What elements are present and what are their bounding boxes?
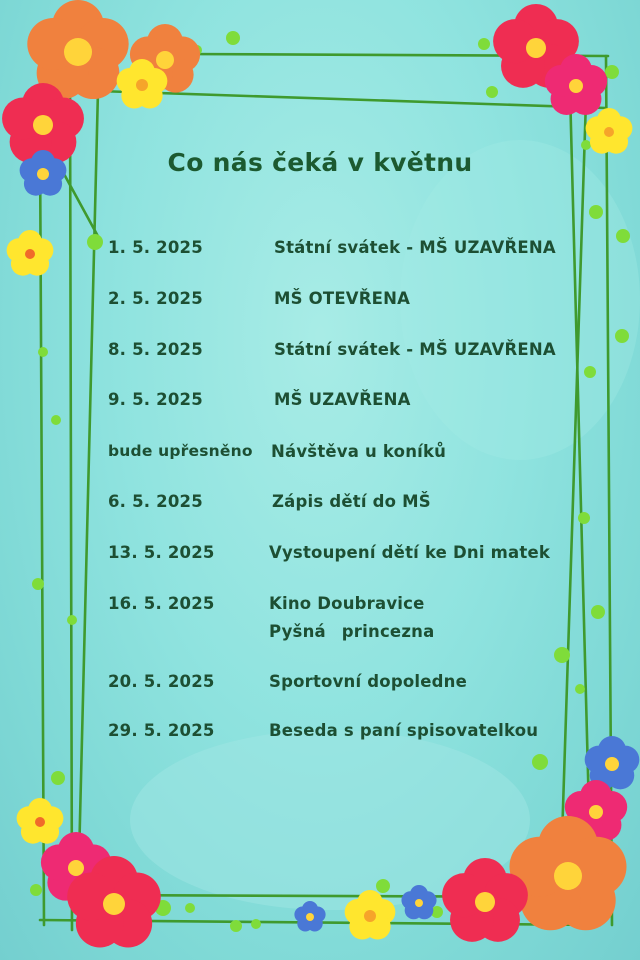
event-text: MŠ OTEVŘENA (274, 289, 411, 308)
list-item (0, 488, 640, 538)
list-item (0, 336, 640, 386)
flower-yellow-bottom-left (17, 798, 64, 844)
flower-yellow-top-right (586, 108, 633, 154)
event-date: 6. 5. 2025 (108, 492, 203, 511)
list-item (0, 386, 640, 436)
event-text: Státní svátek - MŠ UZAVŘENA (274, 340, 556, 359)
event-text: Beseda s paní spisovatelkou (269, 721, 539, 740)
event-date: 2. 5. 2025 (108, 289, 203, 308)
event-date: 9. 5. 2025 (108, 390, 203, 409)
event-text: Kino Doubravice (269, 594, 425, 613)
event-date: 1. 5. 2025 (108, 238, 203, 257)
list-item (0, 668, 640, 718)
event-date: 20. 5. 2025 (108, 672, 215, 691)
event-text: Zápis dětí do MŠ (272, 492, 431, 511)
event-date: 29. 5. 2025 (108, 721, 215, 740)
event-text-second-line: Pyšná princezna (269, 622, 435, 641)
list-item (0, 285, 640, 335)
event-date: bude upřesněno (108, 442, 253, 460)
list-item (0, 438, 640, 488)
list-item (0, 717, 640, 767)
event-text: Sportovní dopoledne (269, 672, 467, 691)
event-text: MŠ UZAVŘENA (274, 390, 411, 409)
event-text: Návštěva u koníků (271, 442, 447, 461)
page-title: Co nás čeká v květnu (167, 148, 473, 177)
event-date: 16. 5. 2025 (108, 594, 215, 613)
event-text: Státní svátek - MŠ UZAVŘENA (274, 238, 556, 257)
event-date: 8. 5. 2025 (108, 340, 203, 359)
event-text: Vystoupení dětí ke Dni matek (269, 543, 551, 562)
list-item (0, 539, 640, 589)
event-date: 13. 5. 2025 (108, 543, 215, 562)
list-item (0, 590, 640, 646)
list-item (0, 234, 640, 284)
